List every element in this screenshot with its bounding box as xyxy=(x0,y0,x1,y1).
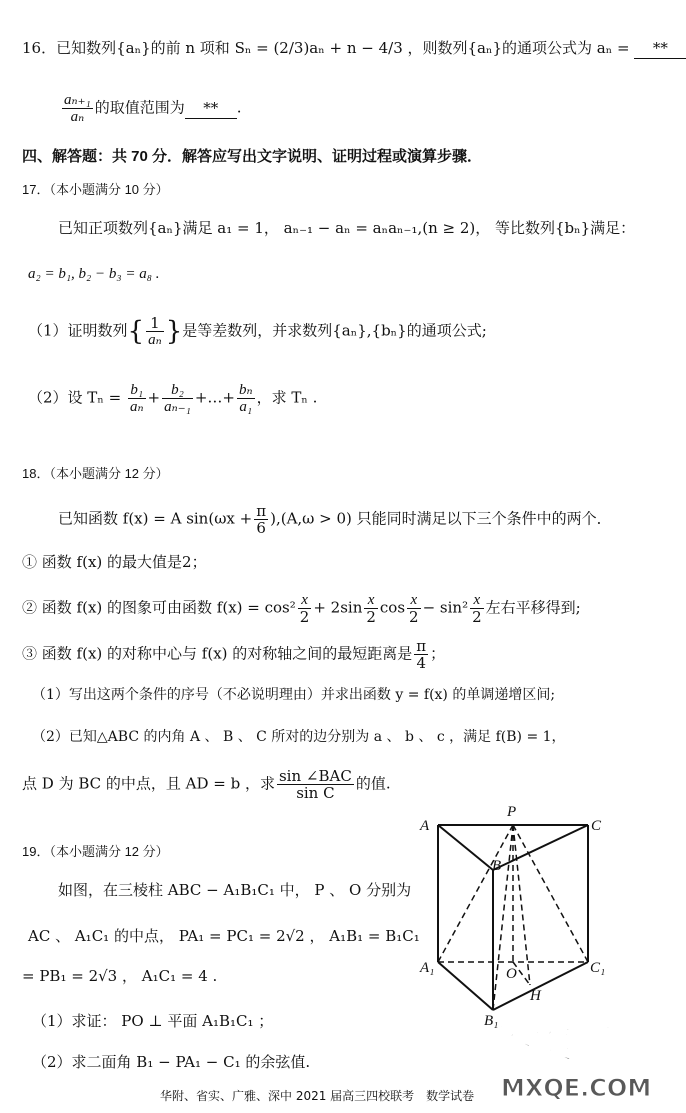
plus-sign: + xyxy=(147,388,161,407)
edge-PB1 xyxy=(493,825,513,1010)
page-footer: 华附、省实、广雅、深中 2021 届高三四校联考 数学试卷 xyxy=(160,1089,475,1103)
label-A: A xyxy=(420,818,430,834)
edge-A1B1 xyxy=(438,962,493,1010)
q18-part2b xyxy=(22,768,391,801)
label-C1: C₁ xyxy=(590,960,606,976)
label-O: O xyxy=(506,966,517,982)
term2-den: aₙ₋₁ xyxy=(164,399,191,415)
q16-ratio xyxy=(62,92,93,125)
term1-den: aₙ xyxy=(129,399,144,415)
x: x xyxy=(364,592,378,609)
q17-term1 xyxy=(128,382,146,415)
q16-line2 xyxy=(60,92,242,125)
edge-PC1 xyxy=(513,825,588,962)
label-H: H xyxy=(530,988,541,1004)
q17-stem2: a₂ = b₁, b₂ − b₃ = a₈ . xyxy=(28,266,160,282)
q16-stem: 已知数列{aₙ}的前 n 项和 Sₙ = (2/3)aₙ + n − 4/3 ，则数列{aₙ}的通项公式为 aₙ = xyxy=(56,39,635,57)
p2b-post: 的值. xyxy=(355,774,391,793)
q18-stem-post: ),(A,ω > 0) 只能同时满足以下三个条件中的两个． xyxy=(270,509,612,528)
q16-blank2: ** xyxy=(185,98,237,119)
q16-blank1: ** xyxy=(634,38,686,59)
term3-den: a₁ xyxy=(239,399,253,415)
c2-mid1: + 2sin xyxy=(313,598,363,617)
edge-PA1 xyxy=(438,825,513,962)
q18-stem-pre: 已知函数 f(x) = A sin(ωx + xyxy=(58,509,253,528)
sine-den: sin C xyxy=(296,784,335,802)
x-over-2a xyxy=(298,592,312,625)
pi: π xyxy=(256,502,267,520)
c3-post: ； xyxy=(430,644,446,663)
q17-term3 xyxy=(237,382,255,415)
q19-part2: （2）求二面角 B₁ − PA₁ − C₁ 的余弦值. xyxy=(32,1053,311,1071)
x: x xyxy=(298,592,312,609)
p2b-pre: 点 D 为 BC 的中点，且 AD = b ，求 xyxy=(22,774,275,793)
label-C: C xyxy=(591,818,602,834)
two: 2 xyxy=(409,608,419,626)
q16-line1 xyxy=(22,38,686,59)
pi-over-six xyxy=(254,503,268,536)
pi-over-four xyxy=(414,638,428,671)
q17-stem1: 已知正项数列{aₙ}满足 a₁ = 1， aₙ₋₁ − aₙ = aₙaₙ₋₁,(n ≥ 2)， 等比数列{bₙ}满足： xyxy=(58,219,636,237)
x: x xyxy=(407,592,421,609)
q17-p2-post: ，求 Tₙ . xyxy=(256,388,318,407)
q19-line1: 如图，在三棱柱 ABC − A₁B₁C₁ 中， P 、 O 分别为 xyxy=(58,881,412,899)
sine-ratio xyxy=(277,768,354,801)
c2-post: 左右平移得到; xyxy=(485,598,581,617)
c2-pre: ② 函数 f(x) 的图象可由函数 f(x) = cos² xyxy=(22,598,296,617)
q19-line2: AC 、 A₁C₁ 的中点， PA₁ = PC₁ = 2√2 ， A₁B₁ = B₁C₁ xyxy=(28,927,420,945)
q17-heading: 17．（本小题满分 10 分） xyxy=(22,182,169,197)
plus-ellipsis: +…+ xyxy=(194,388,235,407)
ratio-denominator: aₙ xyxy=(70,109,85,125)
x-over-2d xyxy=(470,592,484,625)
term2-num: b₂ xyxy=(162,382,193,399)
edge-BC xyxy=(493,825,588,870)
q16-range-text: 的取值范围为 xyxy=(94,98,185,117)
pi: π xyxy=(416,637,427,655)
section-heading: 四、解答题：共 70 分．解答应写出文字说明、证明过程或演算步骤． xyxy=(22,148,483,165)
q17-term2 xyxy=(162,382,193,415)
term1-num: b₁ xyxy=(128,382,146,399)
c2-mid2: cos xyxy=(379,598,406,617)
c2-mid3: − sin² xyxy=(422,598,469,617)
q18-part2: （2）已知△ABC 的内角 A 、 B 、 C 所对的边分别为 a 、 b 、 c ，满足 f(B) = 1， xyxy=(32,729,566,745)
edge-PH xyxy=(513,825,530,985)
two: 2 xyxy=(472,608,482,626)
q19-line3: = PB₁ = 2√3 ， A₁C₁ = 4 . xyxy=(22,967,218,985)
q17-part2 xyxy=(28,382,317,415)
q17-part1: （1）证明数列{ $\frac{1}{\text{aₙ}}$ }是等差数列，并求数列{aₙ},{bₙ}的通项公式; xyxy=(28,314,487,348)
watermark-url: MXQE.COM xyxy=(501,1074,652,1102)
c3-pre: ③ 函数 f(x) 的对称中心与 f(x) 的对称轴之间的最短距离是 xyxy=(22,644,413,663)
sine-num: sin ∠BAC xyxy=(278,767,352,785)
q16-number: 16． xyxy=(22,39,57,57)
q18-condition1: ① 函数 f(x) 的最大值是2； xyxy=(22,553,207,571)
x-over-2b xyxy=(364,592,378,625)
prism-figure xyxy=(418,800,613,1029)
x-over-2c xyxy=(407,592,421,625)
q18-stem xyxy=(58,503,612,536)
q17-p1-pre: （1）证明数列 xyxy=(28,321,128,340)
edge-AB xyxy=(438,825,493,870)
term3-num: bₙ xyxy=(238,382,253,398)
q19-heading: 19．（本小题满分 12 分） xyxy=(22,844,169,859)
q18-condition3 xyxy=(22,638,445,671)
q17-reciprocal xyxy=(146,315,164,348)
q18-heading: 18．（本小题满分 12 分） xyxy=(22,466,169,481)
watermark-title: 答案圈 xyxy=(493,1022,613,1068)
q17-p1-post: 是等差数列，并求数列{aₙ},{bₙ}的通项公式; xyxy=(182,321,487,340)
reciprocal-denominator: aₙ xyxy=(148,332,162,348)
q18-part1: （1）写出这两个条件的序号（不必说明理由）并求出函数 y = f(x) 的单调递增区间; xyxy=(32,687,556,703)
four: 4 xyxy=(416,654,426,672)
label-B1: B₁ xyxy=(484,1013,499,1029)
two: 2 xyxy=(299,608,310,626)
x: x xyxy=(470,592,484,609)
label-A1: A₁ xyxy=(420,960,435,976)
q17-p2-pre: （2）设 Tₙ = xyxy=(28,388,122,407)
watermark-logo xyxy=(487,1010,652,1105)
ratio-numerator: aₙ₊₁ xyxy=(64,92,91,108)
reciprocal-numerator: 1 xyxy=(146,315,164,332)
label-B: B xyxy=(492,858,502,874)
q18-condition2 xyxy=(22,592,581,625)
six: 6 xyxy=(256,519,266,537)
two: 2 xyxy=(366,608,376,626)
label-P: P xyxy=(507,804,517,820)
q16-end: . xyxy=(236,98,242,117)
q19-part1: （1）求证： PO ⊥ 平面 A₁B₁C₁ ； xyxy=(32,1012,274,1030)
